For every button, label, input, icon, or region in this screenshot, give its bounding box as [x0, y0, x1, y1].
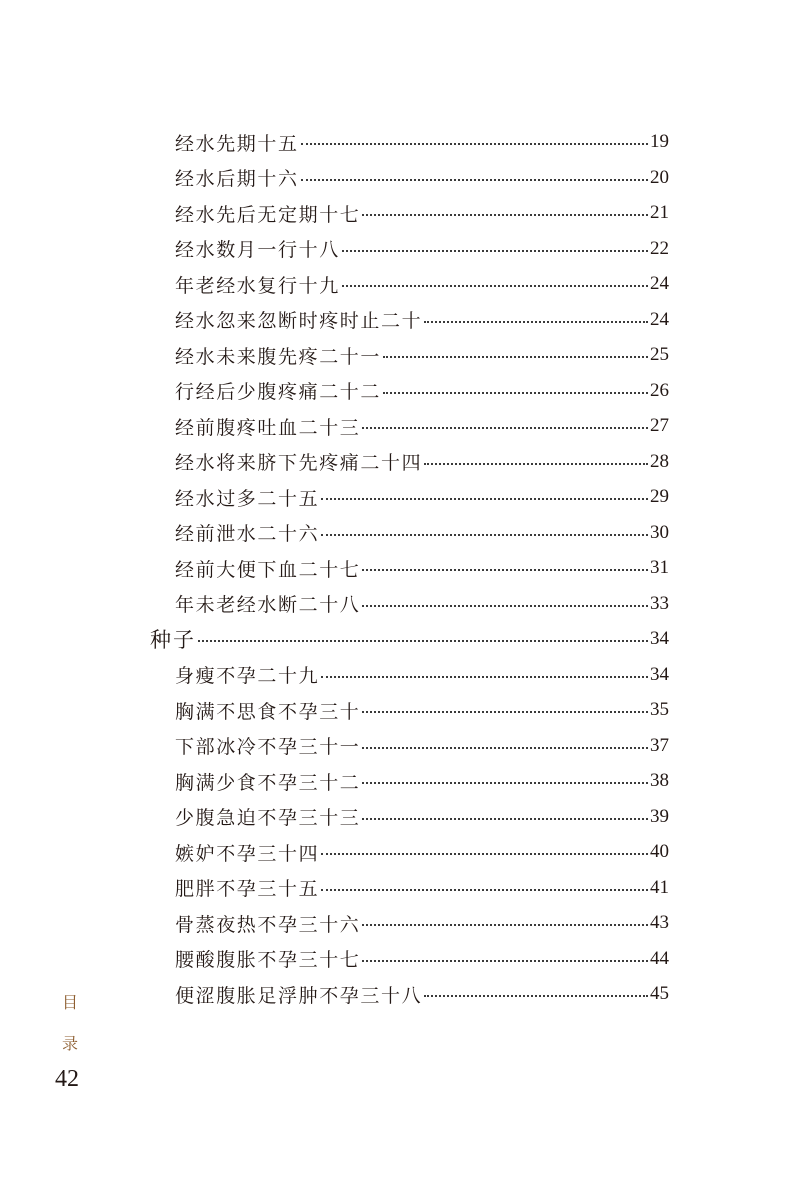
dot-leader [301, 143, 648, 145]
toc-entry-page: 20 [650, 166, 669, 188]
dot-leader [321, 498, 648, 500]
dot-leader [362, 711, 648, 713]
toc-entry-page: 40 [650, 841, 669, 862]
toc-entry-title: 下部冰冷不孕三十一 [175, 736, 361, 758]
toc-entry-page: 41 [650, 876, 669, 898]
toc-entry-title: 胸满少食不孕三十二 [175, 771, 361, 794]
toc-entry-title: 年老经水复行十九 [175, 274, 340, 297]
toc-entry-title: 经水先后无定期十七 [175, 203, 361, 226]
toc-entry-title: 经前大便下血二十七 [175, 558, 361, 581]
toc-entry-title: 行经后少腹疼痛二十二 [175, 381, 382, 403]
toc-entry [175, 444, 669, 480]
dot-leader [362, 924, 648, 926]
toc-entry-title: 肥胖不孕三十五 [175, 878, 320, 900]
toc-entry-title: 嫉妒不孕三十四 [175, 842, 320, 865]
toc-entry-title: 经水忽来忽断时疼时止二十 [175, 310, 423, 332]
toc-entry-page: 26 [650, 379, 669, 401]
toc-entry-title: 经水将来脐下先疼痛二十四 [175, 452, 423, 474]
dot-leader [321, 889, 648, 891]
toc-entry-page: 24 [650, 273, 669, 294]
dot-leader [198, 640, 648, 642]
toc-entry-page: 38 [650, 770, 669, 791]
dot-leader [362, 427, 648, 429]
dot-leader [362, 214, 648, 216]
toc-entry [175, 266, 669, 302]
toc-entry-page: 39 [650, 805, 669, 827]
toc-entry-page: 19 [650, 131, 669, 152]
dot-leader [424, 995, 648, 997]
section-label-char: 目 [61, 993, 78, 1012]
page-number: 42 [55, 1066, 79, 1092]
toc-entry [175, 870, 669, 906]
toc-entry-title: 种子 [150, 628, 196, 652]
toc-entry-title: 经水未来腹先疼二十一 [175, 345, 382, 368]
toc-entry-page: 28 [650, 450, 669, 472]
toc-entry [175, 834, 669, 870]
toc-entry-title: 胸满不思食不孕三十 [175, 700, 361, 723]
toc-entry-title: 经前腹疼吐血二十三 [175, 416, 361, 439]
section-label [60, 990, 80, 1054]
dot-leader [383, 392, 648, 394]
dot-leader [424, 463, 648, 465]
toc-entry [175, 728, 669, 764]
toc-entry [175, 373, 669, 409]
dot-leader [424, 321, 648, 323]
dot-leader [362, 818, 648, 820]
toc-entry-page: 25 [650, 344, 669, 365]
toc-entry [175, 799, 669, 835]
toc-entry-title: 身瘦不孕二十九 [175, 665, 320, 687]
toc-entry-page: 37 [650, 734, 669, 756]
toc-entry-page: 35 [650, 699, 669, 720]
section-label-char: 录 [61, 1034, 78, 1053]
toc-entry-title: 便涩腹胀足浮肿不孕三十八 [175, 984, 423, 1007]
toc-entry [175, 586, 669, 622]
toc-entry [175, 550, 669, 586]
toc-entry [175, 941, 669, 977]
toc-entry [175, 657, 669, 693]
toc-entry-title: 少腹急迫不孕三十三 [175, 807, 361, 829]
toc-entry-page: 43 [650, 912, 669, 933]
toc-entry [175, 231, 669, 267]
toc-entry [175, 905, 669, 941]
toc-entry-page: 45 [650, 983, 669, 1004]
toc-entry-title: 经水后期十六 [175, 168, 299, 190]
dot-leader [362, 569, 648, 571]
toc-entry [175, 337, 669, 373]
dot-leader [383, 356, 648, 358]
toc-entry [175, 160, 669, 196]
toc-entry [175, 976, 669, 1012]
toc-entry-title: 经水先期十五 [175, 132, 299, 155]
dot-leader [362, 747, 648, 749]
dot-leader [362, 782, 648, 784]
toc-entry-title: 经前泄水二十六 [175, 523, 320, 545]
toc-entry [175, 692, 669, 728]
toc-entry [175, 763, 669, 799]
toc-entry-page: 21 [650, 202, 669, 223]
toc-section-entry [150, 621, 669, 657]
toc-entry-page: 29 [650, 486, 669, 507]
dot-leader [321, 676, 648, 678]
toc-entry-title: 年未老经水断二十八 [175, 594, 361, 616]
toc-entry-page: 31 [650, 557, 669, 578]
toc-entry [175, 195, 669, 231]
toc-entry-page: 30 [650, 521, 669, 543]
toc-entry-page: 34 [650, 628, 669, 649]
dot-leader [362, 605, 648, 607]
dot-leader [342, 285, 648, 287]
toc-entry-page: 22 [650, 237, 669, 259]
toc-entry [175, 302, 669, 338]
toc-entry-title: 腰酸腹胀不孕三十七 [175, 949, 361, 971]
toc-entry-title: 经水过多二十五 [175, 487, 320, 510]
toc-entry-page: 44 [650, 947, 669, 969]
dot-leader [342, 250, 648, 252]
toc-entry-title: 经水数月一行十八 [175, 239, 340, 261]
toc-entry [175, 124, 669, 160]
toc-entry [175, 408, 669, 444]
toc-entry-page: 34 [650, 663, 669, 685]
dot-leader [362, 960, 648, 962]
toc-entry-page: 33 [650, 592, 669, 614]
toc-entry-title: 骨蒸夜热不孕三十六 [175, 913, 361, 936]
toc-entry-page: 27 [650, 415, 669, 436]
toc-entry-page: 24 [650, 308, 669, 330]
dot-leader [301, 179, 648, 181]
toc-entry [175, 479, 669, 515]
dot-leader [321, 534, 648, 536]
dot-leader [321, 853, 648, 855]
toc-entry [175, 515, 669, 551]
